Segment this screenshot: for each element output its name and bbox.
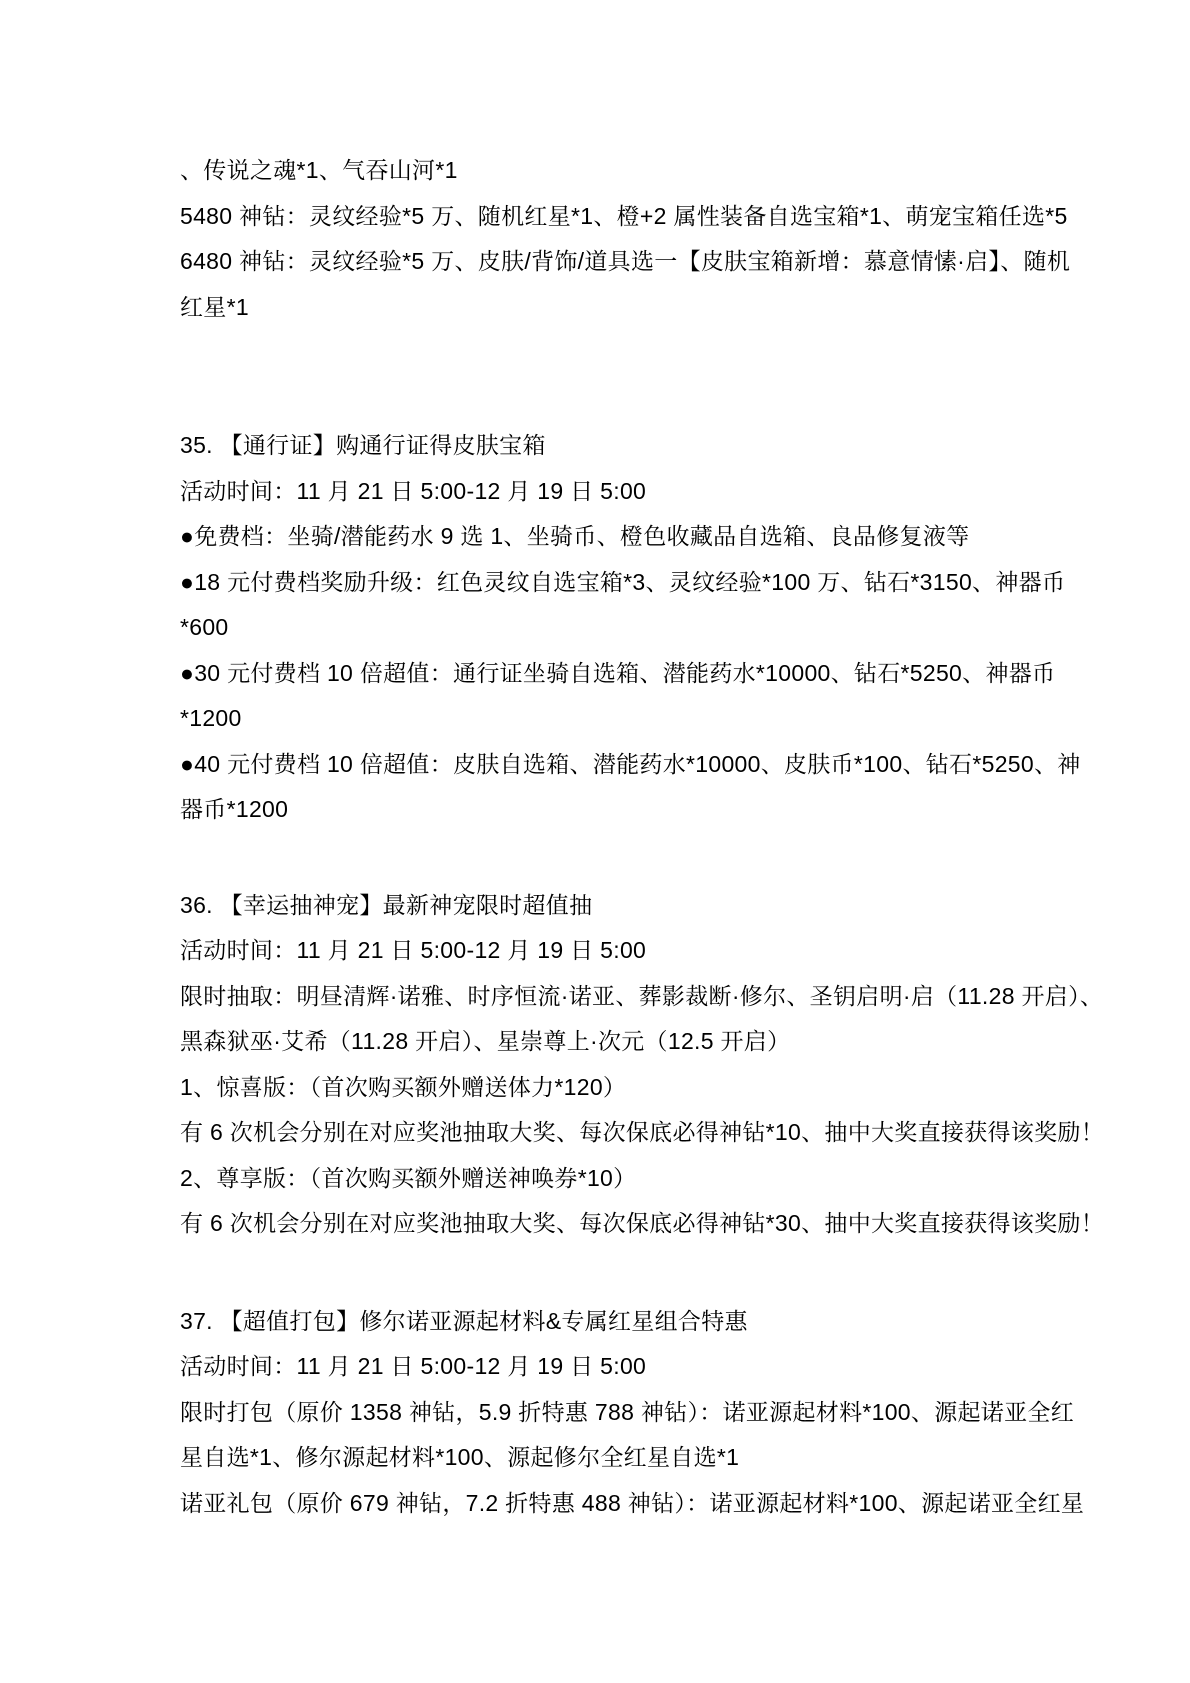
text-line: 有 6 次机会分别在对应奖池抽取大奖、每次保底必得神钻*30、抽中大奖直接获得该奖励！ [180, 1210, 1105, 1236]
text-line: ●免费档：坐骑/潜能药水 9 选 1、坐骑币、橙色收藏品自选箱、良品修复液等 [180, 523, 970, 549]
text-line: 有 6 次机会分别在对应奖池抽取大奖、每次保底必得神钻*10、抽中大奖直接获得该奖励！ [180, 1119, 1105, 1145]
section-heading: 35. 【通行证】购通行证得皮肤宝箱 [180, 432, 546, 458]
text-line: ●30 元付费档 10 倍超值：通行证坐骑自选箱、潜能药水*10000、钻石*5250、神器币 [180, 659, 1056, 686]
text-line: 、传说之魂*1、气吞山河*1 [180, 157, 458, 183]
event-time: 活动时间：11 月 21 日 5:00-12 月 19 日 5:00 [180, 937, 647, 963]
section-event-37-value-bundle [180, 1299, 1085, 1527]
text-line: 黑森狱巫·艾希（11.28 开启）、星崇尊上·次元（12.5 开启） [180, 1028, 791, 1054]
text-line: 6480 神钻：灵纹经验*5 万、皮肤/背饰/道具选一【皮肤宝箱新增：慕意情愫·启】、随机 [180, 248, 1071, 274]
text-line: 星自选*1、修尔源起材料*100、源起修尔全红星自选*1 [180, 1444, 740, 1470]
text-line: 器币*1200 [180, 796, 289, 822]
section-event-36-lucky-pet-draw [180, 883, 1105, 1247]
text-line: ●40 元付费档 10 倍超值：皮肤自选箱、潜能药水*10000、皮肤币*100、钻石*5250、神 [180, 750, 1081, 777]
text-line: *600 [180, 614, 229, 640]
text-line: ●18 元付费档奖励升级：红色灵纹自选宝箱*3、灵纹经验*100 万、钻石*3150、神器币 [180, 568, 1066, 595]
text-line: 1、惊喜版：（首次购买额外赠送体力*120） [180, 1073, 627, 1100]
document-content [180, 148, 1105, 1526]
event-time: 活动时间：11 月 21 日 5:00-12 月 19 日 5:00 [180, 1353, 647, 1379]
text-line: 限时抽取：明昼清辉·诺雅、时序恒流·诺亚、葬影裁断·修尔、圣钥启明·启（11.28 开启）、 [180, 982, 1104, 1009]
text-line: 2、尊享版：（首次购买额外赠送神唤券*10） [180, 1164, 637, 1191]
text-line: *1200 [180, 705, 242, 731]
section-event-35-battle-pass [180, 423, 1081, 833]
section-heading: 36. 【幸运抽神宠】最新神宠限时超值抽 [180, 891, 593, 918]
text-line: 诺亚礼包（原价 679 神钻，7.2 折特惠 488 神钻）：诺亚源起材料*100、源起诺亚全红星 [180, 1489, 1085, 1516]
text-line: 5480 神钻：灵纹经验*5 万、随机红星*1、橙+2 属性装备自选宝箱*1、萌宠宝箱任选*5 [180, 202, 1068, 229]
text-line: 红星*1 [180, 293, 249, 320]
section-heading: 37. 【超值打包】修尔诺亚源起材料&专属红星组合特惠 [180, 1307, 748, 1334]
text-line: 限时打包（原价 1358 神钻，5.9 折特惠 788 神钻）：诺亚源起材料*100、源起诺亚全红 [180, 1398, 1074, 1425]
event-time: 活动时间：11 月 21 日 5:00-12 月 19 日 5:00 [180, 477, 647, 504]
section-carryover-pack-rewards [180, 148, 1071, 330]
